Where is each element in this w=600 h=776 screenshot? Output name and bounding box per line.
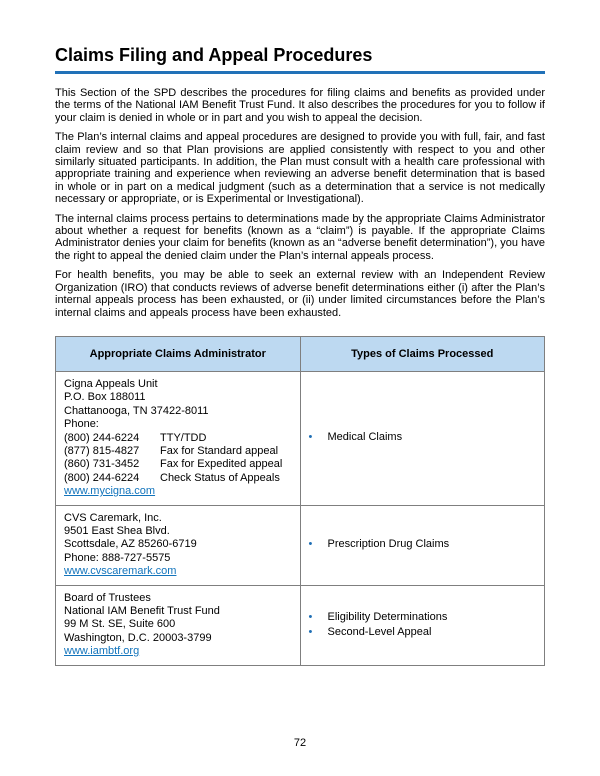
address-line <box>64 472 292 485</box>
address-line: 99 M St. SE, Suite 600 <box>64 618 176 631</box>
phone-number: (877) 815-4827 <box>64 444 140 457</box>
title-underline-rule <box>55 71 545 74</box>
paragraph: The Plan’s internal claims and appeal procedures are designed to provide you with full, fair, and fast claim review and so that Plan provisions are applied consistently with respect to you and other similarly situated participants. In addition, the Plan must consult with a health care professional with appropriate training and experience when reviewing an adverse benefit determination that is based in whole or in part on a medical judgment (such as a determination that a service is not medically necessary or appropriate, or is Experimental or Investigational). <box>55 131 545 206</box>
page-title: Claims Filing and Appeal Procedures <box>55 45 373 65</box>
address-line <box>64 458 292 471</box>
table-row <box>56 371 545 505</box>
address-line: Phone: 888-727-5575 <box>64 551 171 564</box>
paragraph: This Section of the SPD describes the procedures for filing claims and benefits as provided under the terms of the National IAM Benefit Trust Fund. It also describes the procedures for you to follow if your claim is denied in whole or in part and you wish to appeal the decision. <box>55 87 545 124</box>
claims-administrator-cell <box>56 505 301 585</box>
claims-table-header <box>56 336 545 371</box>
claims-table-body <box>56 371 545 665</box>
website-link[interactable]: www.cvscaremark.com <box>64 565 177 578</box>
claim-type-item <box>309 625 537 641</box>
claim-type-item <box>309 430 537 446</box>
table-row <box>56 505 545 585</box>
claim-type-label: Eligibility Determinations <box>327 610 448 623</box>
claim-type-item <box>309 537 537 553</box>
claims-administrator-cell <box>56 585 301 665</box>
page-number: 72 <box>293 737 307 749</box>
bullet-icon: • <box>308 431 313 444</box>
address-line: Phone: <box>64 418 99 431</box>
address-line: Scottsdale, AZ 85260-6719 <box>64 538 197 551</box>
address-line: Chattanooga, TN 37422-8011 <box>64 404 209 417</box>
paragraph: The internal claims process pertains to determinations made by the appropriate Claims Administrator about whether a request for benefits (known as a “claim”) is payable. If the appropriate Claims Administrator denies your claim for benefits (known as an “adverse benefit determination”), you have the right to appeal the denied claim under the Plan’s internal appeals process. <box>55 212 545 262</box>
phone-line-label: Check Status of Appeals <box>160 471 280 484</box>
address-line <box>64 432 292 445</box>
claims-types-cell <box>300 585 545 665</box>
phone-number: (800) 244-6224 <box>64 431 140 444</box>
address-line: Washington, D.C. 20003-3799 <box>64 631 212 644</box>
bullet-icon: • <box>308 538 313 551</box>
address-line: Cigna Appeals Unit <box>64 377 158 390</box>
website-link[interactable]: www.iambtf.org <box>64 645 140 658</box>
address-line: Board of Trustees <box>64 591 151 604</box>
claim-type-label: Prescription Drug Claims <box>327 538 450 551</box>
claims-administrator-cell <box>56 371 301 505</box>
claim-type-label: Second-Level Appeal <box>327 626 432 639</box>
address-line: P.O. Box 188011 <box>64 391 146 404</box>
phone-number: (860) 731-3452 <box>64 458 140 471</box>
column-header-claims-administrator: Appropriate Claims Administrator <box>56 336 301 371</box>
phone-number: (800) 244-6224 <box>64 471 140 484</box>
column-header-types-of-claims: Types of Claims Processed <box>300 336 545 371</box>
table-header-row <box>56 336 545 371</box>
bullet-icon: • <box>308 626 313 639</box>
claims-administrators-table <box>55 336 545 666</box>
table-row <box>56 585 545 665</box>
address-line <box>64 565 292 578</box>
bullet-icon: • <box>308 610 313 623</box>
address-line: National IAM Benefit Trust Fund <box>64 605 220 617</box>
phone-line-label: TTY/TDD <box>160 431 207 444</box>
phone-line-label: Fax for Standard appeal <box>160 444 279 457</box>
claim-type-item <box>309 610 537 626</box>
address-line <box>64 645 292 658</box>
claim-type-label: Medical Claims <box>327 431 403 444</box>
claims-types-cell <box>300 505 545 585</box>
phone-line-label: Fax for Expedited appeal <box>160 458 283 471</box>
address-line: 9501 East Shea Blvd. <box>64 524 170 537</box>
document-content <box>55 44 545 666</box>
address-line <box>64 445 292 458</box>
website-link[interactable]: www.mycigna.com <box>64 485 156 498</box>
claims-types-cell <box>300 371 545 505</box>
address-line <box>64 485 292 498</box>
paragraph: For health benefits, you may be able to seek an external review with an Independent Review Organization (IRO) that conducts reviews of adverse benefit determinations either (i) after the Plan’s internal appeals process has been exhausted, or (ii) under limited circumstances before the Plan’s internal claims and appeals process have been exhausted. <box>55 269 545 319</box>
address-line: CVS Caremark, Inc. <box>64 511 162 524</box>
